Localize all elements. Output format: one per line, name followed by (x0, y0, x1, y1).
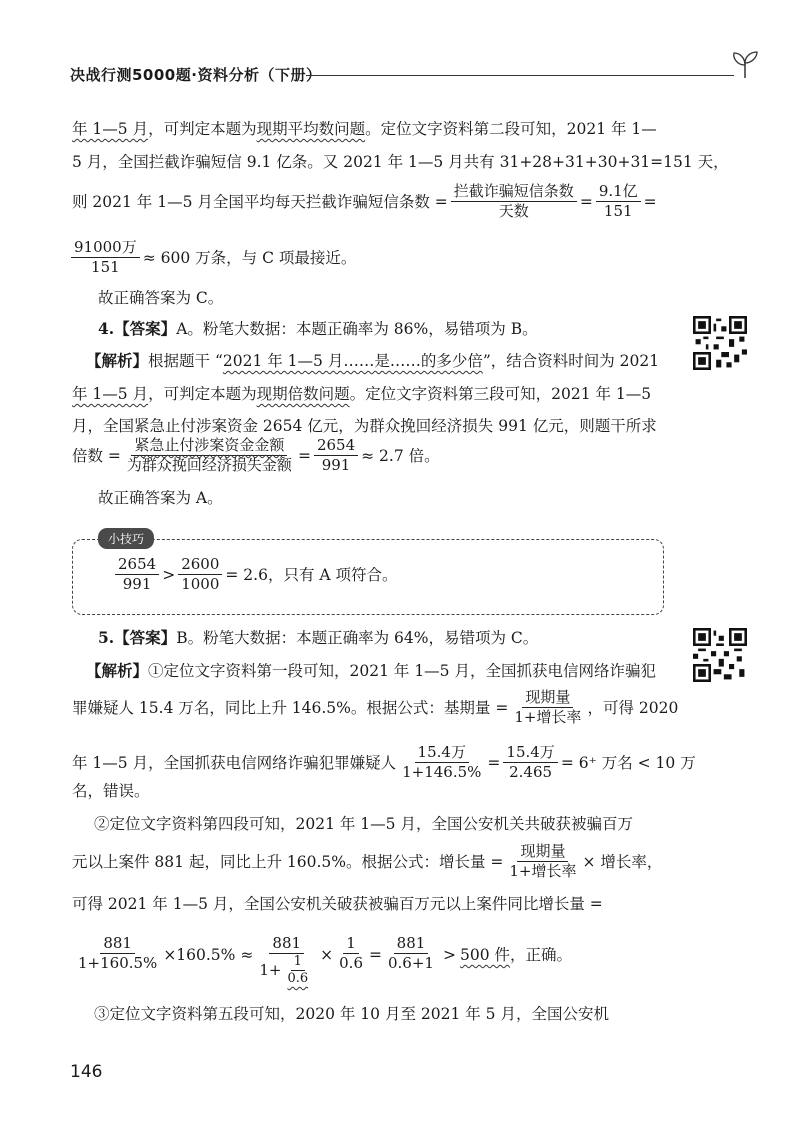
qr-code-icon[interactable] (693, 316, 747, 370)
emphasis-text: 年 1—5 月 (72, 385, 149, 403)
numerator: 2600 (178, 555, 222, 575)
formula-line (72, 934, 572, 987)
fraction (451, 182, 577, 221)
fraction (71, 238, 140, 277)
numerator: 1 (291, 954, 305, 971)
answer-tag: 5.【答案】 (98, 628, 177, 647)
text-span: 。定位文字资料第三段可知，2021 年 1—5 (349, 385, 652, 403)
formula-line (72, 688, 678, 727)
denominator: 1+增长率 (509, 862, 577, 880)
text-span: 年 1—5 月，全国抓获电信网络诈骗犯罪嫌疑人 (72, 753, 397, 772)
numerator: 15.4万 (415, 743, 469, 763)
numerator: 91000万 (71, 238, 140, 258)
text-span: ，正确。 (509, 946, 572, 964)
denominator: 1+160.5% (78, 954, 158, 972)
emphasis-text: 现期平均数问题 (256, 120, 366, 138)
formula-line (72, 436, 440, 475)
numerator: 紧急止付涉案资金金额 (131, 436, 287, 456)
numerator: 881 (269, 934, 304, 954)
fraction (385, 934, 437, 973)
numerator: 2654 (314, 436, 358, 456)
text-span: 。定位文字资料第二段可知，2021 年 1— (365, 120, 657, 138)
text-line (72, 118, 657, 140)
denominator: 151 (91, 258, 120, 276)
text-span: × (320, 946, 334, 964)
fraction (399, 743, 484, 782)
text-span: ≈ 600 万条，与 C 项最接近。 (142, 248, 357, 267)
fraction (75, 934, 160, 973)
text-line: 5 月，全国拦截诈骗短信 9.1 亿条。又 2021 年 1—5 月共有 31+28+31+30+31=151 天， (72, 153, 729, 171)
text-span: = 6⁺ 万名 < 10 万 (560, 753, 696, 772)
text-span: ”，结合资料时间为 2021 (482, 352, 660, 370)
numerator: 15.4万 (503, 743, 557, 763)
denominator: 1+增长率 (514, 708, 582, 726)
text-span: ，可判定本题为 (148, 120, 257, 138)
gt-sign: > (442, 946, 456, 964)
tip-label: 小技巧 (98, 528, 154, 549)
denominator: 天数 (498, 202, 529, 220)
emphasis-text: 500 件 (459, 946, 510, 964)
analysis-tag: 【解析】 (86, 351, 149, 370)
denominator: 991 (321, 456, 351, 474)
text-span: ×160.5% ≈ (163, 946, 254, 964)
text-line: 名，错误。 (72, 782, 150, 800)
numerator: 现期量 (522, 688, 573, 708)
text-line: ③定位文字资料第五段可知，2020 年 10 月至 2021 年 5 月，全国公安机 (94, 1005, 609, 1023)
fraction (506, 842, 579, 881)
fraction (503, 743, 557, 782)
emphasis-text: 现期倍数问题 (256, 385, 350, 403)
denominator: 1+146.5% (402, 763, 482, 781)
denominator: 0.6+1 (388, 954, 434, 972)
answer-line: 故正确答案为 C。 (98, 289, 224, 307)
text-line: 月，全国紧急止付涉案资金 2654 亿元，为群众挽回经济损失 991 亿元，则题干所求 (72, 417, 657, 435)
nested-fraction (256, 934, 317, 987)
formula-line (68, 238, 356, 277)
text-line (72, 383, 651, 405)
text-span: B。粉笔大数据：本题正确率为 64%，易错项为 C。 (176, 629, 539, 647)
emphasis-text: 年 1—5 月 (72, 120, 149, 138)
formula-line (72, 743, 696, 782)
page-number: 146 (70, 1062, 103, 1082)
numerator: 现期量 (517, 842, 568, 862)
fraction (284, 954, 311, 987)
numerator: 1 (343, 934, 359, 954)
fraction (314, 436, 358, 475)
equals-sign: = (369, 946, 382, 964)
answer-line: 故正确答案为 A。 (98, 489, 223, 507)
equals-sign: = (297, 446, 311, 465)
text-span: 罪嫌疑人 15.4 万名，同比上升 146.5%。根据公式：基期量 = (72, 698, 509, 717)
denominator: 991 (122, 575, 152, 593)
text-span: 1+ (259, 961, 282, 979)
tip-formula (112, 555, 398, 594)
fraction (115, 555, 159, 594)
text-line: ②定位文字资料第四段可知，2021 年 1—5 月，全国公安机关共破获被骗百万 (94, 815, 633, 833)
formula-line (72, 842, 662, 881)
text-line: 可得 2021 年 1—5 月，全国公安机关破获被骗百万元以上案件同比增长量 = (72, 895, 603, 913)
running-header-title: 决战行测5000题·资料分析（下册） (70, 66, 322, 84)
text-line (86, 350, 659, 372)
q5-answer-line (98, 627, 538, 649)
fraction (178, 555, 222, 594)
text-span: 倍数 = (72, 446, 121, 465)
numerator: 881 (394, 934, 429, 954)
fraction (511, 688, 584, 727)
denominator: 0.6 (339, 954, 363, 972)
numerator: 9.1亿 (596, 182, 641, 202)
text-span: ≈ 2.7 倍。 (361, 446, 440, 465)
text-span: A。粉笔大数据：本题正确率为 86%，易错项为 B。 (176, 320, 538, 338)
denominator (256, 954, 317, 987)
fraction (124, 436, 295, 475)
denominator: 0.6 (287, 971, 309, 986)
denominator: 为群众挽回经济损失金额 (126, 456, 292, 474)
text-span: 元以上案件 881 起，同比上升 160.5%。根据公式：增长量 = (72, 852, 504, 871)
sprout-icon (728, 48, 762, 82)
text-line (86, 660, 656, 682)
denominator: 1000 (181, 575, 220, 593)
text-span: = 2.6，只有 A 项符合。 (225, 565, 398, 584)
fraction (596, 182, 641, 221)
denominator: 2.465 (509, 763, 553, 781)
text-span: ①定位文字资料第一段可知，2021 年 1—5 月，全国抓获电信网络诈骗犯 (148, 662, 656, 680)
numerator: 2654 (115, 555, 159, 575)
numerator: 拦截诈骗短信条数 (451, 182, 577, 202)
qr-code-icon[interactable] (693, 628, 747, 682)
text-span: ，可得 2020 (587, 698, 679, 717)
header-rule (306, 75, 734, 76)
emphasis-text: 2021 年 1—5 月……是……的多少倍 (222, 352, 483, 370)
text-span: ，可判定本题为 (148, 385, 257, 403)
formula-line (72, 182, 657, 221)
equals-sign: = (643, 192, 657, 211)
equals-sign: = (579, 192, 593, 211)
gt-sign: > (162, 565, 176, 584)
analysis-tag: 【解析】 (86, 661, 149, 680)
denominator: 151 (603, 202, 633, 220)
fraction (336, 934, 366, 973)
answer-tag: 4.【答案】 (98, 319, 177, 338)
numerator: 881 (100, 934, 135, 954)
q4-answer-line (98, 318, 538, 340)
text-span: 根据题干 “ (148, 352, 223, 370)
equals-sign: = (487, 753, 501, 772)
text-span: × 增长率， (582, 852, 663, 871)
text-span: 则 2021 年 1—5 月全国平均每天拦截诈骗短信条数 = (72, 192, 448, 211)
